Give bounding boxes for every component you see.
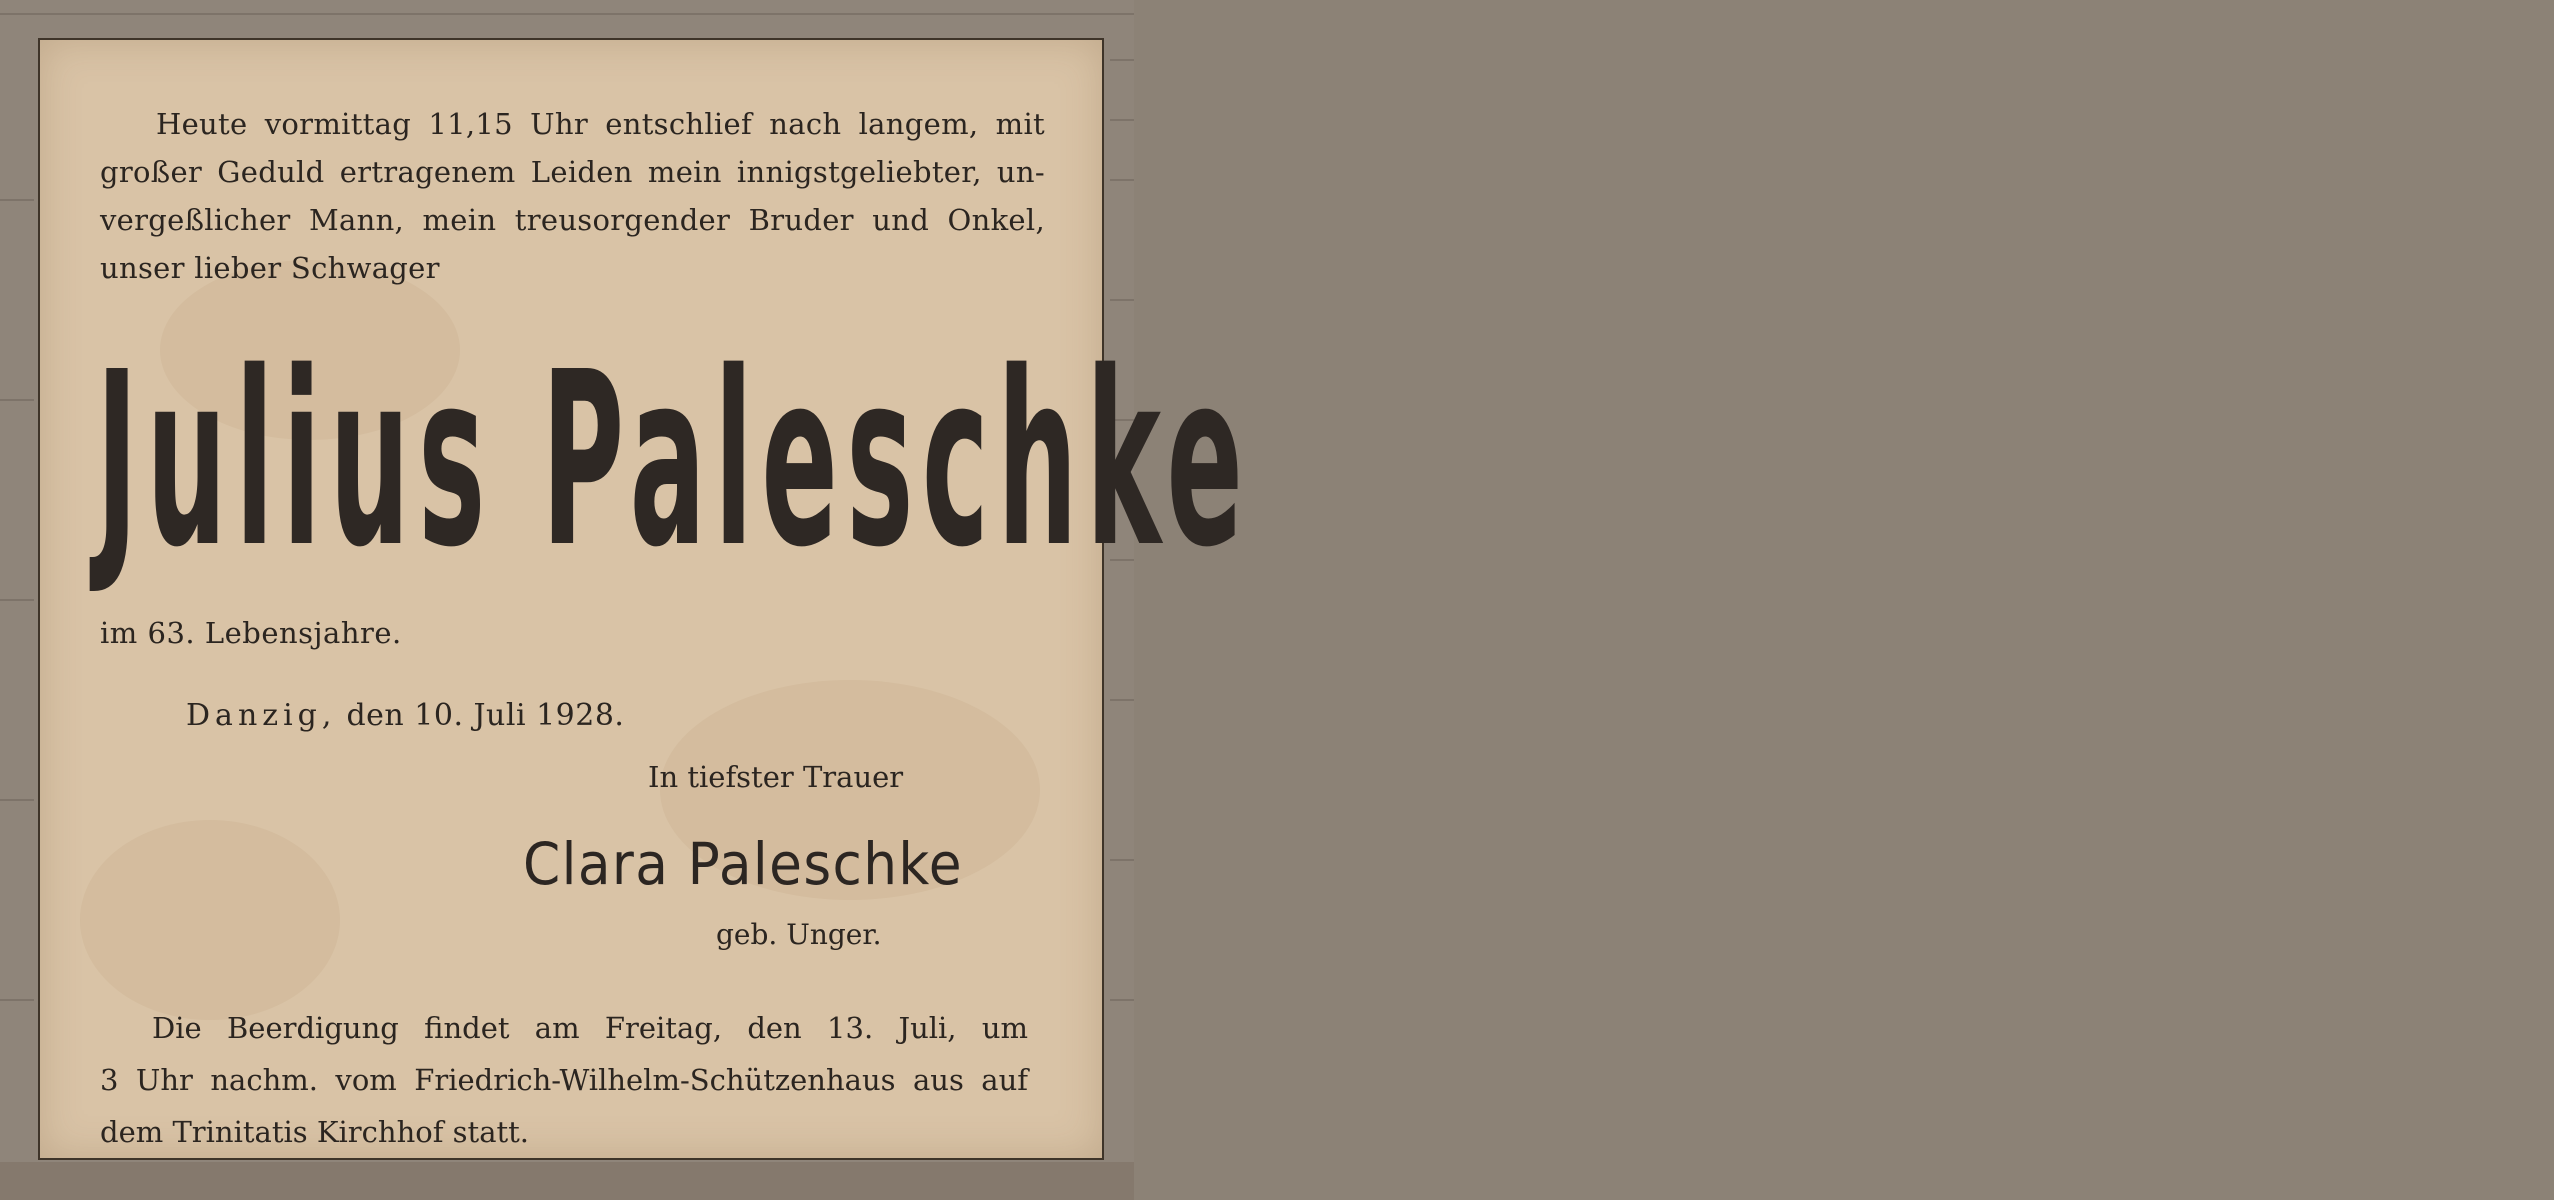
- intro-line: Heute vormittag 11,15 Uhr entschlief nach langem, mit: [156, 107, 1045, 141]
- widow-name: Clara Paleschke: [523, 830, 964, 898]
- deceased-name: Julius Paleschke: [96, 320, 1252, 600]
- intro-line: unser lieber Schwager: [100, 251, 440, 285]
- place-date-line: [186, 698, 624, 733]
- date: den 10. Juli 1928.: [346, 698, 625, 733]
- funeral-paragraph: [100, 1002, 1028, 1158]
- deceased-name-heading: [96, 320, 1252, 600]
- intro-paragraph: [100, 100, 1045, 292]
- intro-line: vergeßlicher Mann, mein treusorgender Bruder und Onkel,: [100, 203, 1045, 237]
- mourning-line: In tiefster Trauer: [648, 760, 904, 794]
- place: Danzig,: [186, 698, 337, 733]
- bottom-newsprint-strip: [0, 1162, 1134, 1200]
- funeral-line: 3 Uhr nachm. vom Friedrich-Wilhelm-Schützenhaus aus auf: [100, 1063, 1028, 1097]
- age-line: im 63. Lebensjahre.: [100, 616, 402, 650]
- funeral-line: Die Beerdigung findet am Freitag, den 13. Juli, um: [152, 1011, 1028, 1045]
- paper-stain: [80, 820, 340, 1020]
- intro-line: großer Geduld ertragenem Leiden mein innigstgeliebter, un-: [100, 155, 1045, 189]
- funeral-line: dem Trinitatis Kirchhof statt.: [100, 1115, 530, 1149]
- nee-line: geb. Unger.: [716, 918, 882, 951]
